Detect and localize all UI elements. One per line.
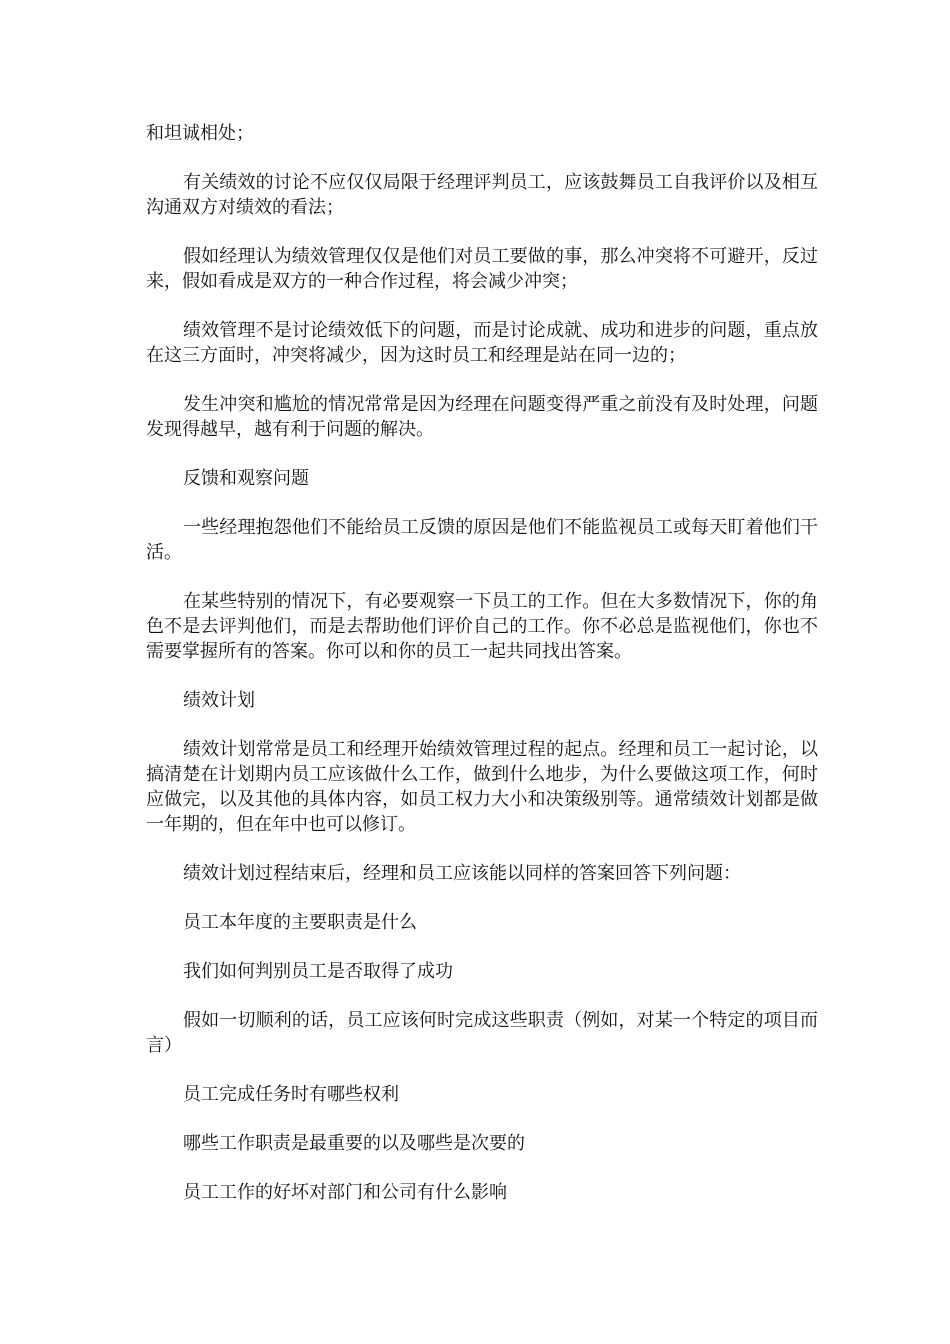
question-item: 员工本年度的主要职责是什么 bbox=[183, 912, 417, 933]
paragraph-continuation: 和坦诚相处； bbox=[146, 123, 254, 144]
paragraph: 发生冲突和尴尬的情况常常是因为经理在问题变得严重之前没有及时处理，问题发现得越早，越有利于问题的解决。 bbox=[146, 394, 818, 440]
paragraph: 有关绩效的讨论不应仅仅局限于经理评判员工，应该鼓舞员工自我评价以及相互沟通双方对绩效的看法； bbox=[146, 172, 818, 218]
paragraph: 假如经理认为绩效管理仅仅是他们对员工要做的事，那么冲突将不可避开，反过来，假如看成是双方的一种合作过程，将会减少冲突； bbox=[146, 246, 818, 292]
paragraph: 一些经理抱怨他们不能给员工反馈的原因是他们不能监视员工或每天盯着他们干活。 bbox=[146, 517, 818, 563]
paragraph: 绩效计划过程结束后，经理和员工应该能以同样的答案回答下列问题： bbox=[183, 863, 741, 884]
paragraph: 绩效计划常常是员工和经理开始绩效管理过程的起点。经理和员工一起讨论，以搞清楚在计划期内员工应该做什么工作，做到什么地步，为什么要做这项工作，何时应做完，以及其他的具体内容，如员工权力大小和决策级别等。通常绩效计划都是做一年期的，但在年中也可以修订。 bbox=[146, 739, 818, 835]
question-item: 假如一切顺利的话，员工应该何时完成这些职责（例如，对某一个特定的项目而言） bbox=[146, 1010, 818, 1056]
question-item: 员工完成任务时有哪些权利 bbox=[183, 1084, 399, 1105]
question-item: 我们如何判别员工是否取得了成功 bbox=[183, 961, 453, 982]
paragraph: 在某些特别的情况下，有必要观察一下员工的工作。但在大多数情况下，你的角色不是去评判他们，而是去帮助他们评价自己的工作。你不必总是监视他们，你也不需要掌握所有的答案。你可以和你的员工一起共同找出答案。 bbox=[146, 591, 818, 662]
question-item: 哪些工作职责是最重要的以及哪些是次要的 bbox=[183, 1133, 525, 1154]
question-item: 员工工作的好坏对部门和公司有什么影响 bbox=[183, 1182, 507, 1203]
section-heading-performance-plan: 绩效计划 bbox=[183, 690, 255, 711]
paragraph: 绩效管理不是讨论绩效低下的问题，而是讨论成就、成功和进步的问题，重点放在这三方面时，冲突将减少，因为这时员工和经理是站在同一边的； bbox=[146, 320, 818, 366]
document-body bbox=[146, 121, 818, 1229]
section-heading-feedback: 反馈和观察问题 bbox=[183, 468, 309, 489]
